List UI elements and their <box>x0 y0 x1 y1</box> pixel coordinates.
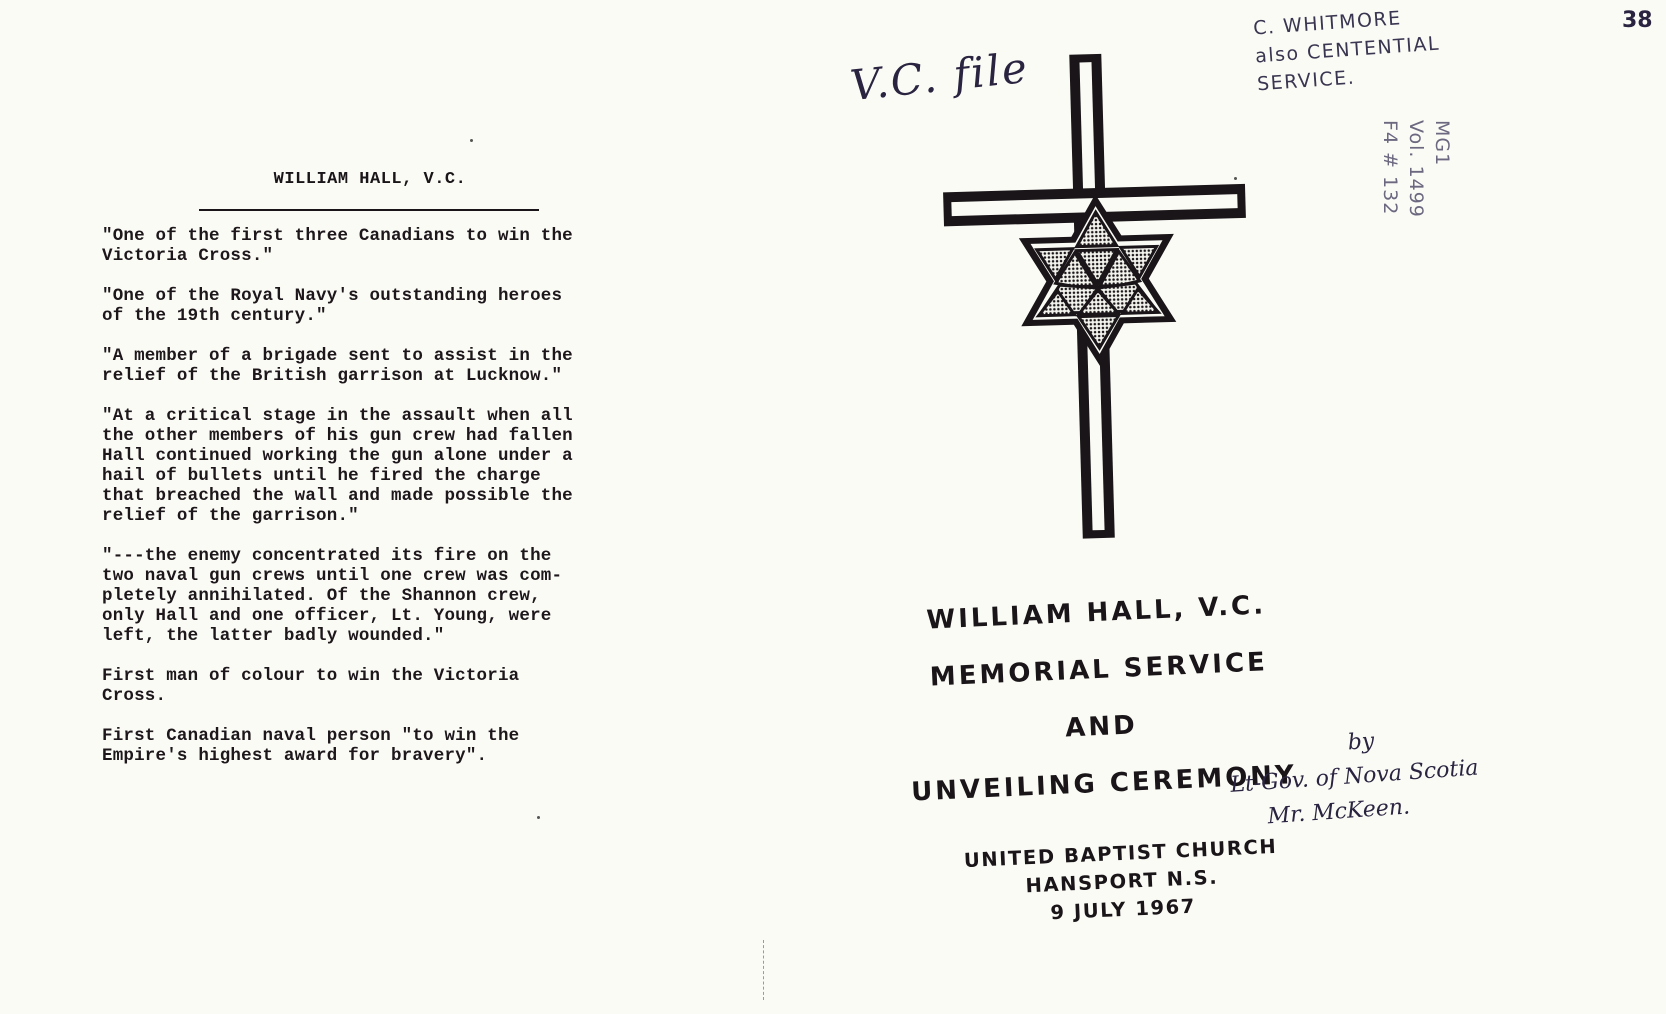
handwritten-vc-file-note: V.C. file <box>847 42 1032 111</box>
title-line: MEMORIAL SERVICE <box>929 647 1269 693</box>
handwritten-page-number: 38 <box>1622 8 1653 33</box>
dust-speck <box>537 816 540 819</box>
note-line: MG1 <box>1431 120 1453 167</box>
dust-speck <box>470 139 473 142</box>
quote-item: First man of colour to win the Victoria Cross. <box>102 666 520 706</box>
title-line: UNVEILING CEREMONY <box>910 760 1298 808</box>
handwritten-whitmore-note <box>1252 2 1443 99</box>
dust-speck <box>1234 177 1237 180</box>
cross-with-star-of-david-icon <box>940 50 1260 540</box>
note-line: SERVICE. <box>1256 66 1356 96</box>
heading-underline <box>199 209 539 211</box>
note-line: F4 # 132 <box>1379 120 1401 216</box>
left-page-heading: WILLIAM HALL, V.C. <box>273 170 467 189</box>
note-line: C. WHITMORE <box>1252 7 1403 40</box>
quote-item: First Canadian naval person "to win the Empire's highest award for bravery". <box>102 726 520 766</box>
title-line: AND <box>1064 710 1139 744</box>
note-line: Vol. 1499 <box>1405 120 1427 218</box>
handwritten-archive-reference <box>1377 120 1455 218</box>
note-line: by <box>1346 728 1376 756</box>
venue-line: HANSPORT N.S. <box>1025 865 1219 898</box>
handwritten-unveiled-by-note <box>1229 718 1482 830</box>
quotes-list <box>102 226 662 786</box>
venue-line: UNITED BAPTIST CHURCH <box>963 834 1278 873</box>
venue-line: 9 JULY 1967 <box>1049 894 1197 925</box>
quote-item: "One of the first three Canadians to win the Victoria Cross." <box>102 226 573 266</box>
title-line: WILLIAM HALL, V.C. <box>925 590 1267 636</box>
quote-item: "A member of a brigade sent to assist in the relief of the British garrison at Lucknow." <box>102 346 573 386</box>
note-line: Mr. McKeen. <box>1266 794 1411 830</box>
quote-item: "At a critical stage in the assault when all the other members of his gun crew had fallen Hall continued working the gun alone under a hail of bullets until he fired the charge that breached the wall and made possible the relief of the garrison." <box>102 406 573 526</box>
quote-item: "One of the Royal Navy's outstanding heroes of the 19th century." <box>102 286 563 326</box>
quote-item: "---the enemy concentrated its fire on the two naval gun crews until one crew was com- pletely annihilated. Of the Shannon crew, only Hall and one officer, Lt. Young, were left, the latter badly wounded." <box>102 546 563 646</box>
note-line: Lt-Gov. of Nova Scotia <box>1229 755 1480 798</box>
venue-block <box>940 832 1303 932</box>
fold-mark <box>763 940 766 1000</box>
note-line: also CENTENTIAL <box>1254 32 1441 68</box>
